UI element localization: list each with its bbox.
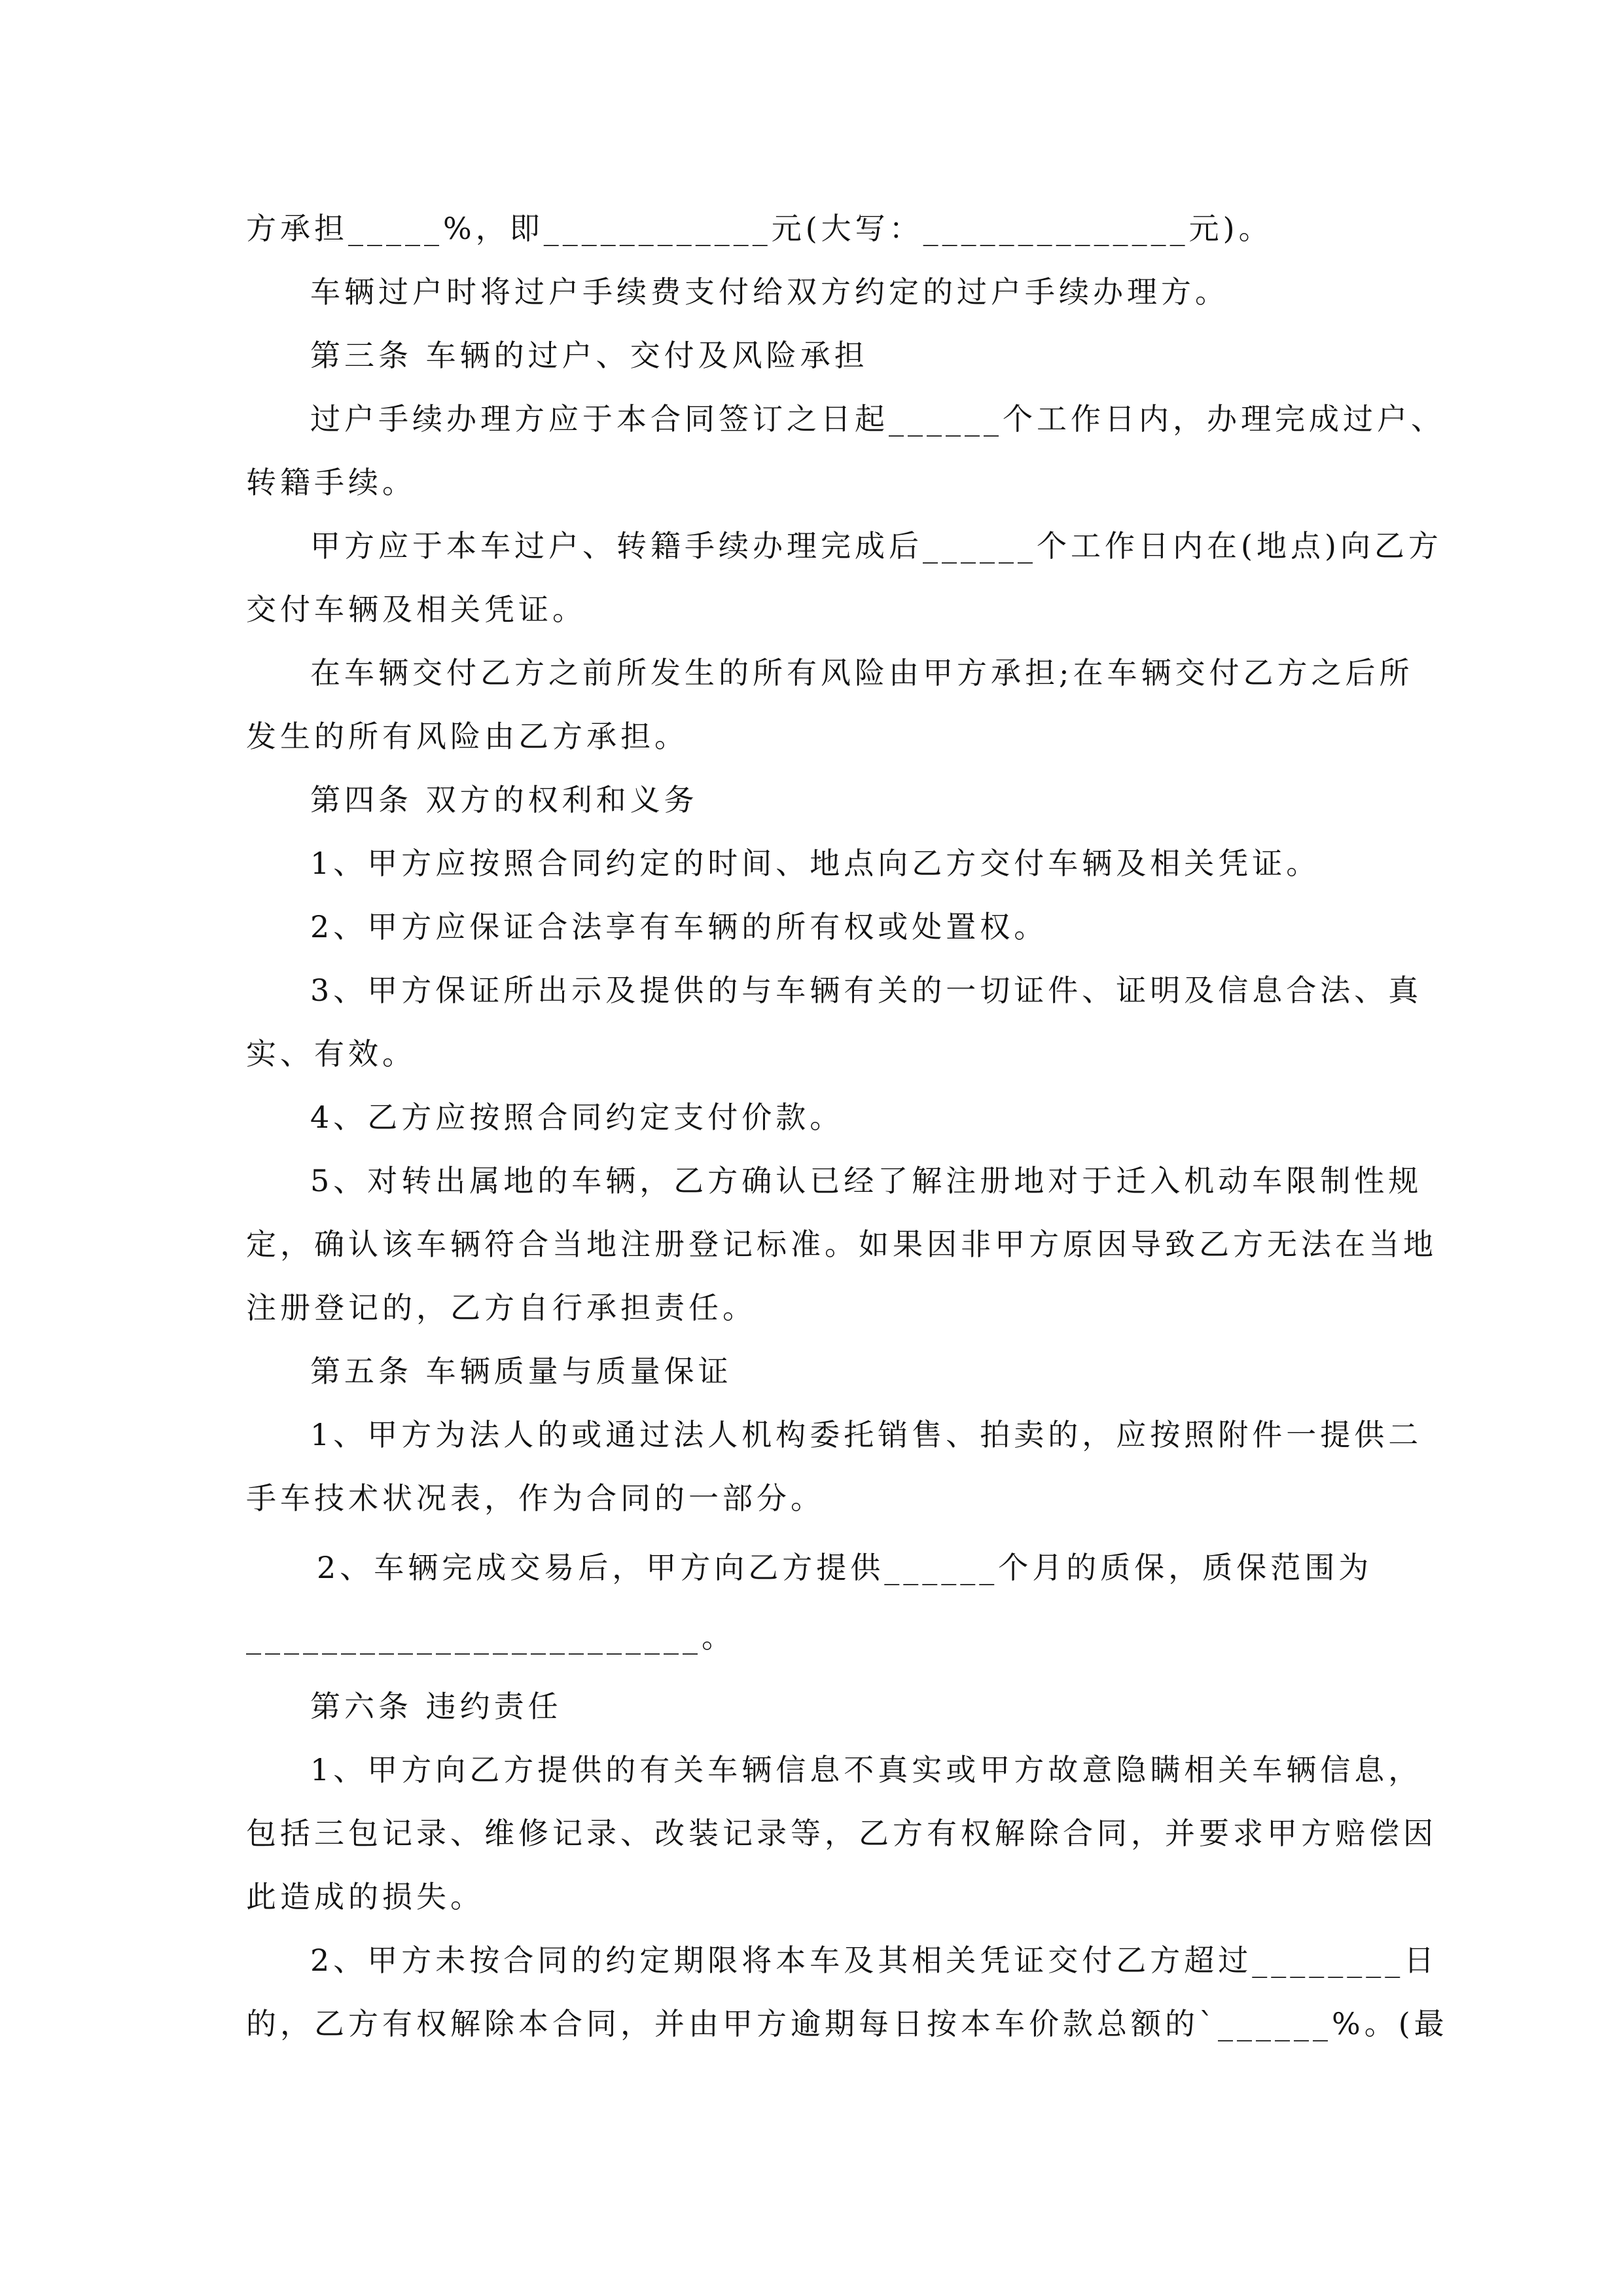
text-line: 实、有效。 — [246, 1036, 416, 1071]
text-line: 定，确认该车辆符合当地注册登记标准。如果因非甲方原因导致乙方无法在当地 — [246, 1227, 1437, 1262]
text-line: 发生的所有风险由乙方承担。 — [246, 719, 688, 754]
text-line: 3、甲方保证所出示及提供的与车辆有关的一切证件、证明及信息合法、真 — [310, 973, 1423, 1008]
text-line: 5、对转出属地的车辆，乙方确认已经了解注册地对于迁入机动车限制性规 — [310, 1163, 1423, 1198]
text-line: 交付车辆及相关凭证。 — [246, 592, 586, 627]
text-line: 1、甲方应按照合同约定的时间、地点向乙方交付车辆及相关凭证。 — [310, 846, 1321, 881]
text-line: 转籍手续。 — [246, 465, 416, 500]
text-line: 2、甲方应保证合法享有车辆的所有权或处置权。 — [310, 909, 1048, 944]
text-line: 在车辆交付乙方之前所发生的所有风险由甲方承担;在车辆交付乙方之后所 — [310, 655, 1414, 691]
section-heading: 第三条 车辆的过户、交付及风险承担 — [310, 338, 868, 373]
text-line: 2、甲方未按合同的约定期限将本车及其相关凭证交付乙方超过________日 — [310, 1943, 1438, 1978]
text-line: 1、甲方向乙方提供的有关车辆信息不真实或甲方故意隐瞒相关车辆信息， — [310, 1752, 1423, 1787]
text-line: 的，乙方有权解除本合同，并由甲方逾期每日按本车价款总额的`______%。(最 — [246, 2006, 1448, 2041]
text-line: ________________________。 — [246, 1619, 736, 1655]
text-line: 手车技术状况表，作为合同的一部分。 — [246, 1480, 825, 1516]
text-line: 2、车辆完成交易后，甲方向乙方提供______个月的质保，质保范围为 — [317, 1550, 1373, 1585]
section-heading: 第四条 双方的权利和义务 — [310, 782, 698, 817]
text-line: 此造成的损失。 — [246, 1879, 484, 1914]
text-line: 包括三包记录、维修记录、改装记录等，乙方有权解除合同，并要求甲方赔偿因 — [246, 1816, 1437, 1851]
text-line: 过户手续办理方应于本合同签订之日起______个工作日内，办理完成过户、 — [310, 401, 1445, 437]
text-line: 1、甲方为法人的或通过法人机构委托销售、拍卖的，应按照附件一提供二 — [310, 1417, 1423, 1452]
text-line: 甲方应于本车过户、转籍手续办理完成后______个工作日内在(地点)向乙方 — [310, 528, 1442, 564]
text-line: 4、乙方应按照合同约定支付价款。 — [310, 1100, 844, 1135]
text-line: 方承担_____%，即____________元(大写：______________元)。 — [246, 211, 1273, 246]
section-heading: 第六条 违约责任 — [310, 1689, 562, 1724]
section-heading: 第五条 车辆质量与质量保证 — [310, 1354, 732, 1389]
text-line: 车辆过户时将过户手续费支付给双方约定的过户手续办理方。 — [310, 274, 1229, 310]
text-line: 注册登记的，乙方自行承担责任。 — [246, 1290, 757, 1325]
